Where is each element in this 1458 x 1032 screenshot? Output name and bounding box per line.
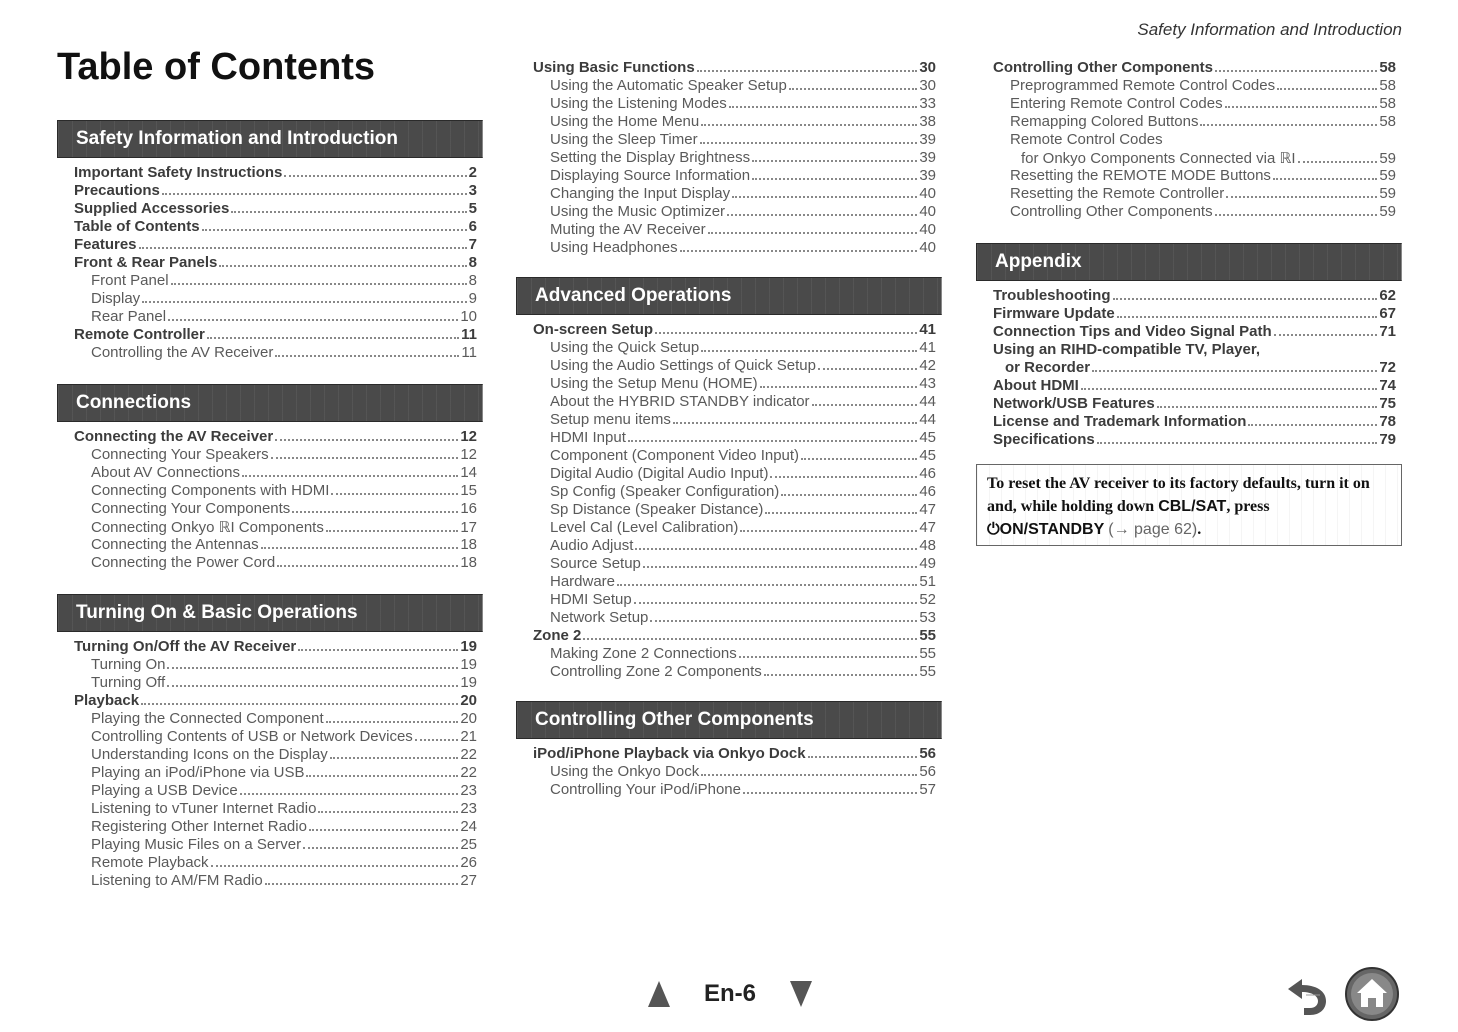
toc-entry[interactable] — [533, 357, 936, 375]
toc-entry-title: Connecting Your Components — [91, 500, 291, 517]
notice-text: . — [1197, 521, 1202, 538]
toc-entry-title: Controlling Zone 2 Components — [550, 663, 762, 680]
toc-entry-page: 30 — [919, 59, 936, 76]
toc-entry-page: 42 — [919, 357, 936, 374]
toc-entry-title: Playing an iPod/iPhone via USB — [91, 764, 305, 781]
toc-entry-title: Digital Audio (Digital Audio Input) — [550, 465, 769, 482]
toc-entry[interactable] — [74, 218, 477, 236]
toc-entry[interactable] — [993, 203, 1396, 221]
toc-entry-title: Troubleshooting — [993, 287, 1111, 304]
toc-entry[interactable] — [533, 375, 936, 393]
toc-entry-title: Preprogrammed Remote Control Codes — [1010, 77, 1276, 94]
toc-entry-page: 52 — [919, 591, 936, 608]
toc-entry[interactable] — [533, 627, 936, 645]
toc-entry[interactable] — [533, 131, 936, 149]
toc-entry[interactable] — [533, 221, 936, 239]
toc-entry-page: 38 — [919, 113, 936, 130]
toc-entry-title: Controlling Other Components — [993, 59, 1213, 76]
page-number: En-6 — [704, 980, 757, 1007]
toc-entry-page: 55 — [919, 627, 936, 644]
toc-entry[interactable] — [993, 149, 1396, 167]
toc-entry-page: 33 — [919, 95, 936, 112]
toc-entry[interactable] — [533, 411, 936, 429]
toc-entry[interactable] — [533, 573, 936, 591]
toc-entry-title: Precautions — [74, 182, 160, 199]
toc-entry[interactable] — [74, 308, 477, 326]
toc-entry-title: Registering Other Internet Radio — [91, 818, 307, 835]
toc-entry-page: 17 — [460, 519, 477, 536]
toc-entry[interactable] — [533, 645, 936, 663]
toc-entry-title: Controlling Other Components — [1010, 203, 1213, 220]
toc-entry[interactable] — [74, 836, 477, 854]
toc-entry-title: On-screen Setup — [533, 321, 654, 338]
toc-entry-title: Remote Control Codes — [1010, 131, 1163, 148]
toc-entry[interactable] — [993, 377, 1396, 395]
toc-entry[interactable] — [533, 393, 936, 411]
toc-entry-page: 11 — [461, 344, 477, 361]
toc-entry-title: Features — [74, 236, 137, 253]
toc-entry-title: or Recorder — [1005, 359, 1091, 376]
toc-entry-title: About the HYBRID STANDBY indicator — [550, 393, 810, 410]
toc-entry-page: 45 — [919, 429, 936, 446]
toc-entry-title: Connecting Components with HDMI — [91, 482, 330, 499]
section-heading: Connections — [57, 384, 483, 422]
toc-entry[interactable] — [74, 782, 477, 800]
toc-entry-page: 41 — [919, 339, 936, 356]
toc-entry-title: Specifications — [993, 431, 1095, 448]
toc-entry[interactable] — [74, 428, 477, 446]
toc-entry-title: Using the Onkyo Dock — [550, 763, 700, 780]
toc-entry-title: Sp Distance (Speaker Distance) — [550, 501, 764, 518]
toc-entry-page: 67 — [1379, 305, 1396, 322]
toc-section-advanced — [516, 277, 942, 681]
toc-entry-title: Playing the Connected Component — [91, 710, 324, 727]
toc-entry[interactable] — [533, 59, 936, 77]
toc-entry[interactable] — [533, 555, 936, 573]
page-reference-link[interactable]: (→ page 62) — [1108, 521, 1198, 538]
toc-entry-title: Remote Playback — [91, 854, 209, 871]
toc-entry[interactable] — [993, 185, 1396, 203]
toc-entry[interactable] — [993, 341, 1396, 359]
toc-entry-title: Setting the Display Brightness — [550, 149, 751, 166]
toc-entry-page: 19 — [460, 638, 477, 655]
toc-entry[interactable] — [74, 236, 477, 254]
toc-entry-title: Level Cal (Level Calibration) — [550, 519, 739, 536]
toc-entry-page: 5 — [468, 200, 477, 217]
toc-entry-page: 27 — [460, 872, 477, 889]
toc-entry[interactable] — [533, 339, 936, 357]
toc-entry-page: 18 — [460, 536, 477, 553]
toc-entry-page: 19 — [460, 656, 477, 673]
toc-entry[interactable] — [533, 483, 936, 501]
toc-entry-page: 40 — [919, 185, 936, 202]
toc-section-controlling-other-cont — [976, 53, 1402, 221]
toc-entry[interactable] — [533, 745, 936, 763]
toc-entry[interactable] — [74, 518, 477, 536]
toc-entry-title: Controlling Your iPod/iPhone — [550, 781, 741, 798]
toc-entry[interactable] — [533, 465, 936, 483]
toc-section-controlling-other — [516, 701, 942, 799]
section-heading: Appendix — [976, 243, 1402, 281]
toc-entry-page: 14 — [460, 464, 477, 481]
toc-entry[interactable] — [74, 554, 477, 572]
toc-entry[interactable] — [74, 800, 477, 818]
toc-entry-page: 26 — [460, 854, 477, 871]
toc-entry[interactable] — [533, 763, 936, 781]
toc-entry[interactable] — [533, 537, 936, 555]
toc-entry[interactable] — [74, 326, 477, 344]
toc-entry-title: Resetting the Remote Controller — [1010, 185, 1225, 202]
toc-entry-title: Playback — [74, 692, 140, 709]
toc-entry-page: 62 — [1379, 287, 1396, 304]
toc-entry-title: Using the Home Menu — [550, 113, 700, 130]
notice-text: To reset the AV receiver to its factory defaults, turn it on and, while holding down — [987, 475, 1370, 515]
toc-entry-page: 57 — [919, 781, 936, 798]
toc-entry-title: Using the Quick Setup — [550, 339, 700, 356]
toc-entry-page: 18 — [460, 554, 477, 571]
toc-entry-title: Turning Off — [91, 674, 166, 691]
toc-entry[interactable] — [74, 290, 477, 308]
toc-entry-page: 20 — [460, 692, 477, 709]
toc-entry-page: 23 — [460, 800, 477, 817]
toc-entry-title: Turning On — [91, 656, 166, 673]
toc-entry-title: Listening to vTuner Internet Radio — [91, 800, 317, 817]
toc-entry-page: 15 — [460, 482, 477, 499]
toc-entry-title: License and Trademark Information — [993, 413, 1247, 430]
toc-entry-title: Remote Controller — [74, 326, 205, 343]
toc-entry[interactable] — [533, 519, 936, 537]
toc-entry-page: 9 — [468, 290, 477, 307]
notice-text: , press — [1226, 498, 1270, 515]
toc-entry-title: Resetting the REMOTE MODE Buttons — [1010, 167, 1271, 184]
toc-entry-page: 39 — [919, 149, 936, 166]
toc-entry[interactable] — [993, 131, 1396, 149]
toc-entry[interactable] — [74, 764, 477, 782]
toc-entry-page: 56 — [919, 745, 936, 762]
toc-entry-page: 8 — [468, 254, 477, 271]
toc-entry-page: 59 — [1379, 185, 1396, 202]
toc-entry-title: Firmware Update — [993, 305, 1115, 322]
toc-entry-page: 6 — [468, 218, 477, 235]
toc-entry[interactable] — [993, 395, 1396, 413]
toc-entry-page: 49 — [919, 555, 936, 572]
toc-entry-page: 75 — [1379, 395, 1396, 412]
toc-entry[interactable] — [74, 710, 477, 728]
toc-entry-title: Rear Panel — [91, 308, 167, 325]
toc-entry-title: Setup menu items — [550, 411, 671, 428]
toc-entry[interactable] — [74, 728, 477, 746]
toc-entry-title: Connecting the Antennas — [91, 536, 259, 553]
toc-entry-page: 55 — [919, 645, 936, 662]
toc-entry-title: Front & Rear Panels — [74, 254, 218, 271]
toc-entry-page: 78 — [1379, 413, 1396, 430]
toc-entry-title: Displaying Source Information — [550, 167, 751, 184]
toc-entry-page: 16 — [460, 500, 477, 517]
toc-entry-page: 2 — [468, 164, 477, 181]
toc-entry-title: Connecting the AV Receiver — [74, 428, 274, 445]
toc-entry-page: 21 — [460, 728, 477, 745]
toc-entry-page: 56 — [919, 763, 936, 780]
toc-entry-page: 25 — [460, 836, 477, 853]
page-title: Table of Contents — [57, 46, 376, 88]
toc-entry[interactable] — [533, 663, 936, 681]
toc-entry-page: 24 — [460, 818, 477, 835]
toc-entry[interactable] — [533, 95, 936, 113]
toc-entry[interactable] — [993, 431, 1396, 449]
toc-entry-title: Using the Automatic Speaker Setup — [550, 77, 787, 94]
toc-entry-page: 39 — [919, 167, 936, 184]
toc-entry-page: 46 — [919, 483, 936, 500]
section-heading: Turning On & Basic Operations — [57, 594, 483, 632]
back-arrow-icon[interactable] — [1280, 975, 1332, 1017]
toc-entry-title: Using the Sleep Timer — [550, 131, 698, 148]
toc-entry-page: 58 — [1379, 59, 1396, 76]
toc-entry-title: Connecting Your Speakers — [91, 446, 269, 463]
toc-entry-title: Supplied Accessories — [74, 200, 230, 217]
toc-column-2 — [516, 53, 942, 799]
toc-entry-page: 58 — [1379, 95, 1396, 112]
toc-entry-page: 20 — [460, 710, 477, 727]
toc-entry[interactable] — [74, 854, 477, 872]
section-heading: Safety Information and Introduction — [57, 120, 483, 158]
section-heading: Advanced Operations — [516, 277, 942, 315]
factory-reset-notice — [976, 464, 1402, 546]
toc-entry[interactable] — [993, 359, 1396, 377]
toc-entry-title: Network/USB Features — [993, 395, 1155, 412]
toc-entry[interactable] — [533, 321, 936, 339]
toc-entry[interactable] — [533, 167, 936, 185]
toc-entry-title: About HDMI — [993, 377, 1079, 394]
toc-entry-page: 47 — [919, 519, 936, 536]
toc-entry-title: HDMI Input — [550, 429, 626, 446]
toc-section-turning-on — [57, 594, 483, 890]
toc-entry-page: 58 — [1379, 113, 1396, 130]
toc-entry-title: Important Safety Instructions — [74, 164, 283, 181]
footer-navigation — [648, 980, 812, 1008]
toc-entry-page: 41 — [919, 321, 936, 338]
toc-entry-title: Connecting Onkyo ℝI Components — [91, 519, 324, 536]
toc-entry-page: 40 — [919, 203, 936, 220]
toc-entry[interactable] — [993, 113, 1396, 131]
toc-entry[interactable] — [533, 77, 936, 95]
toc-entry-page: 55 — [919, 663, 936, 680]
toc-entry[interactable] — [74, 254, 477, 272]
toc-entry-title: Playing a USB Device — [91, 782, 238, 799]
toc-entry[interactable] — [533, 501, 936, 519]
toc-entry-title: Using the Music Optimizer — [550, 203, 726, 220]
toc-entry-title: Remapping Colored Buttons — [1010, 113, 1199, 130]
toc-entry-title: Using the Audio Settings of Quick Setup — [550, 357, 816, 374]
toc-entry[interactable] — [993, 77, 1396, 95]
toc-entry-page: 72 — [1379, 359, 1396, 376]
toc-entry-title: Turning On/Off the AV Receiver — [74, 638, 297, 655]
toc-entry[interactable] — [74, 536, 477, 554]
next-page-arrow-icon[interactable] — [790, 981, 812, 1007]
toc-entry-page: 12 — [460, 446, 477, 463]
toc-entry-page: 11 — [461, 326, 477, 343]
toc-entry-page: 47 — [919, 501, 936, 518]
toc-entry-title: Using the Listening Modes — [550, 95, 727, 112]
toc-entry[interactable] — [533, 609, 936, 627]
toc-entry-title: Connection Tips and Video Signal Path — [993, 323, 1272, 340]
toc-entry-title: Display — [91, 290, 141, 307]
toc-entry-page: 7 — [468, 236, 477, 253]
toc-entry[interactable] — [74, 272, 477, 290]
toc-entry-title: Component (Component Video Input) — [550, 447, 800, 464]
toc-entry-page: 40 — [919, 221, 936, 238]
toc-column-1 — [57, 120, 483, 890]
toc-section-basic-functions — [516, 53, 942, 257]
toc-entry[interactable] — [993, 59, 1396, 77]
toc-entry-title: Changing the Input Display — [550, 185, 731, 202]
toc-entry-page: 46 — [919, 465, 936, 482]
toc-entry-title: Source Setup — [550, 555, 641, 572]
toc-entry[interactable] — [74, 344, 477, 362]
toc-entry[interactable] — [74, 182, 477, 200]
toc-entry-page: 74 — [1379, 377, 1396, 394]
toc-entry-page: 22 — [460, 746, 477, 763]
toc-entry-title: Playing Music Files on a Server — [91, 836, 302, 853]
toc-entry-page: 10 — [460, 308, 477, 325]
toc-entry[interactable] — [74, 638, 477, 656]
toc-entry[interactable] — [993, 167, 1396, 185]
toc-entry[interactable] — [993, 305, 1396, 323]
toc-entry-page: 3 — [468, 182, 477, 199]
toc-entry-title: Using Basic Functions — [533, 59, 695, 76]
notice-key-cbl-sat: CBL/SAT — [1158, 498, 1227, 515]
toc-section-connections — [57, 384, 483, 572]
toc-section-appendix — [976, 243, 1402, 449]
toc-entry-title: iPod/iPhone Playback via Onkyo Dock — [533, 745, 806, 762]
toc-entry[interactable] — [74, 164, 477, 182]
toc-entry-page: 45 — [919, 447, 936, 464]
section-heading: Controlling Other Components — [516, 701, 942, 739]
toc-entry-page: 23 — [460, 782, 477, 799]
toc-entry-title: for Onkyo Components Connected via ℝI — [1021, 150, 1296, 167]
toc-entry[interactable] — [74, 818, 477, 836]
toc-entry[interactable] — [993, 95, 1396, 113]
toc-entry-page: 48 — [919, 537, 936, 554]
toc-entry-page: 44 — [919, 411, 936, 428]
toc-entry-page: 12 — [460, 428, 477, 445]
toc-section-safety — [57, 120, 483, 362]
toc-entry-title: Sp Config (Speaker Configuration) — [550, 483, 780, 500]
toc-entry-title: Connecting the Power Cord — [91, 554, 276, 571]
toc-entry[interactable] — [993, 323, 1396, 341]
toc-entry-title: Hardware — [550, 573, 616, 590]
toc-entry-title: Controlling Contents of USB or Network Devices — [91, 728, 413, 745]
toc-entry[interactable] — [74, 500, 477, 518]
toc-entry-title: Making Zone 2 Connections — [550, 645, 737, 662]
toc-entry-page: 71 — [1379, 323, 1396, 340]
toc-entry-title: Entering Remote Control Codes — [1010, 95, 1223, 112]
toc-entry-page: 59 — [1379, 167, 1396, 184]
toc-entry-title: Table of Contents — [74, 218, 200, 235]
toc-entry-page: 39 — [919, 131, 936, 148]
toc-entry-title: Understanding Icons on the Display — [91, 746, 328, 763]
previous-page-arrow-icon[interactable] — [648, 981, 670, 1007]
toc-entry[interactable] — [74, 692, 477, 710]
toc-column-3 — [976, 53, 1402, 449]
toc-entry-page: 58 — [1379, 77, 1396, 94]
toc-entry[interactable] — [74, 200, 477, 218]
toc-entry-page: 59 — [1379, 203, 1396, 220]
toc-entry[interactable] — [533, 113, 936, 131]
toc-entry-title: Network Setup — [550, 609, 649, 626]
toc-entry-title: Controlling the AV Receiver — [91, 344, 274, 361]
home-icon[interactable] — [1344, 966, 1400, 1022]
toc-entry-page: 44 — [919, 393, 936, 410]
toc-entry[interactable] — [533, 429, 936, 447]
toc-entry[interactable] — [74, 464, 477, 482]
toc-entry[interactable] — [993, 287, 1396, 305]
toc-entry[interactable] — [533, 239, 936, 257]
toc-entry-title: About AV Connections — [91, 464, 240, 481]
toc-entry[interactable] — [74, 674, 477, 692]
toc-entry-title: Listening to AM/FM Radio — [91, 872, 263, 889]
notice-key-on-standby: ⏻ON/STANDBY — [987, 521, 1105, 538]
toc-entry[interactable] — [533, 781, 936, 799]
toc-entry[interactable] — [533, 203, 936, 221]
toc-entry[interactable] — [993, 413, 1396, 431]
toc-entry[interactable] — [533, 447, 936, 465]
toc-entry[interactable] — [74, 446, 477, 464]
toc-entry[interactable] — [74, 482, 477, 500]
toc-entry[interactable] — [533, 185, 936, 203]
toc-entry-title: HDMI Setup — [550, 591, 632, 608]
toc-entry-title: Using an RIHD-compatible TV, Player, — [993, 341, 1261, 358]
toc-entry-page: 51 — [919, 573, 936, 590]
toc-entry-page: 30 — [919, 77, 936, 94]
toc-entry-title: Zone 2 — [533, 627, 582, 644]
toc-entry-page: 40 — [919, 239, 936, 256]
running-head: Safety Information and Introduction — [1137, 20, 1402, 39]
toc-entry-page: 19 — [460, 674, 477, 691]
toc-entry-title: Audio Adjust — [550, 537, 634, 554]
toc-entry-title: Using the Setup Menu (HOME) — [550, 375, 758, 392]
toc-entry-page: 8 — [468, 272, 477, 289]
toc-entry-title: Front Panel — [91, 272, 169, 289]
toc-entry[interactable] — [533, 591, 936, 609]
toc-entry-title: Muting the AV Receiver — [550, 221, 706, 238]
toc-entry-title: Using Headphones — [550, 239, 678, 256]
toc-entry[interactable] — [533, 149, 936, 167]
toc-entry[interactable] — [74, 656, 477, 674]
toc-entry-page: 79 — [1379, 431, 1396, 448]
toc-entry[interactable] — [74, 872, 477, 890]
toc-entry-page: 59 — [1379, 150, 1396, 167]
toc-entry-page: 43 — [919, 375, 936, 392]
toc-entry-page: 53 — [919, 609, 936, 626]
toc-entry-page: 22 — [460, 764, 477, 781]
toc-entry[interactable] — [74, 746, 477, 764]
